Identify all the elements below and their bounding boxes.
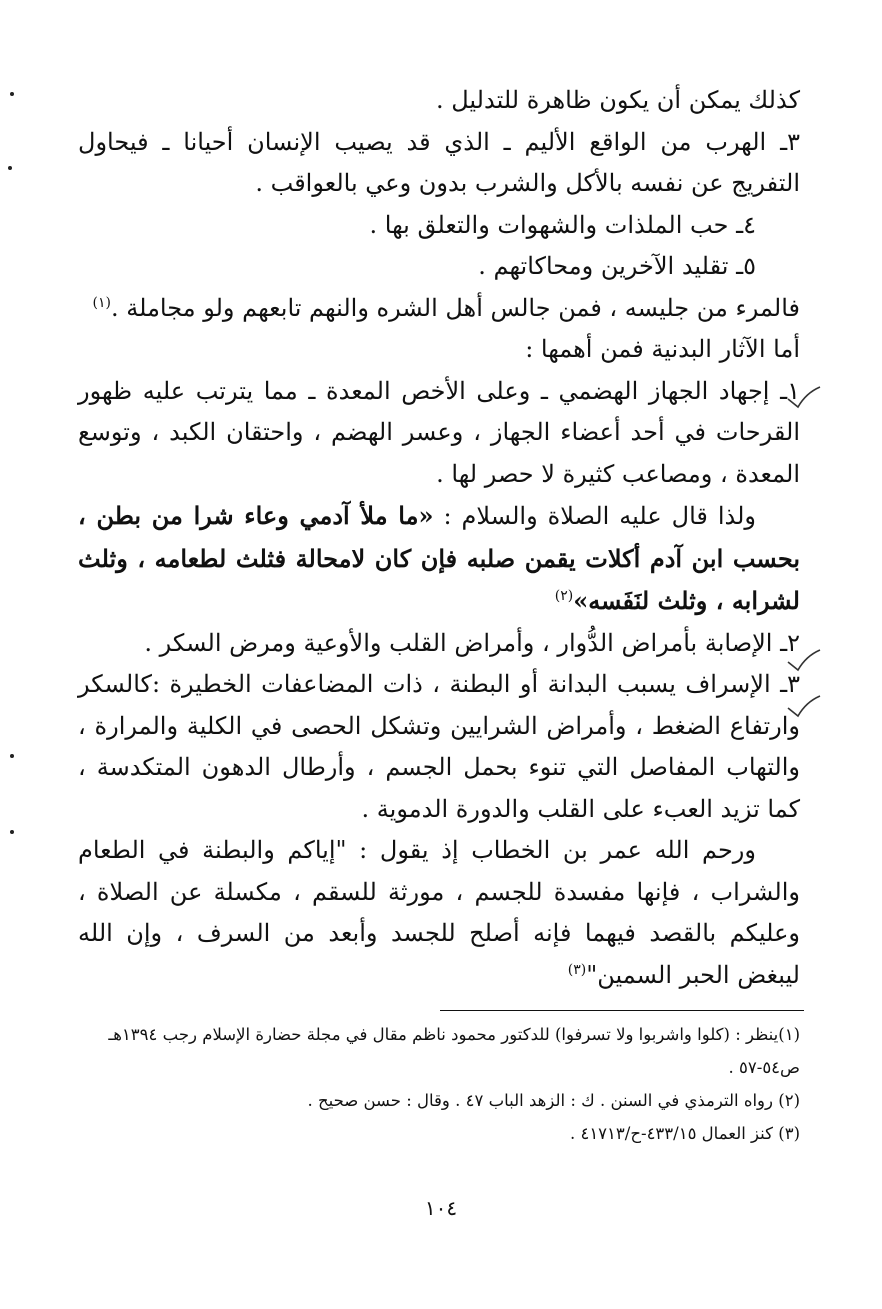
margin-mark — [8, 166, 12, 170]
paragraph-7: ١ـ إجهاد الجهاز الهضمي ـ وعلى الأخص المعدة ـ مما يترتب عليه ظهور القرحات في أحد أعضاء الجهاز ، وعسر الهضم ، واحتقان الكبد ، وتوسع المعدة ، ومصاعب كثيرة لا حصر لها . — [78, 376, 800, 488]
hadith-quote: «ما ملأ آدمي وعاء شرا من بطن ، بحسب ابن آدم أكلات يقمن صلبه فإن كان لامحالة فثلث لطعامه ، وثلث لشرابه ، وثلث لنَفَسه» — [78, 501, 800, 615]
paragraph-4: ٥ـ تقليد الآخرين ومحاكاتهم . — [478, 252, 756, 280]
footnote-ref-3: (٣) — [567, 961, 587, 978]
paragraph-2: ٣ـ الهرب من الواقع الأليم ـ الذي قد يصيب الإنسان أحيانا ـ فيحاول التفريج عن نفسه بالأكل والشرب بدون وعي بالعواقب . — [78, 127, 800, 197]
main-text — [78, 80, 800, 996]
paragraph-11 — [78, 830, 800, 996]
footnote-ref-2: (٢) — [554, 588, 574, 604]
footnote-separator — [440, 1010, 804, 1011]
checkmark-icon — [786, 385, 822, 413]
paragraph-3: ٤ـ حب الملذات والشهوات والتعلق بها . — [369, 210, 756, 239]
footnotes — [80, 1018, 800, 1150]
footnote-3: (٣) كنز العمال ٤٣٣/١٥-ح/٤١٧١٣ . — [569, 1124, 800, 1143]
umar-quote: "إياكم والبطنة في الطعام والشراب ، فإنها مفسدة للجسم ، مورثة للسقم ، مكسلة عن الصلاة ، وعليكم بالقصد فيهما فإنه أصلح للجسد وأبعد من السرف ، وإن الله ليبغض الحبر السمين" — [78, 836, 800, 989]
paragraph-5-text: فالمرء من جليسه ، فمن جالس أهل الشره والنهم تابعهم ولو مجاملة . — [111, 293, 800, 322]
hadith-intro: ولذا قال عليه الصلاة والسلام : — [443, 502, 756, 530]
paragraph-9: ٢ـ الإصابة بأمراض الدُّوار ، وأمراض القلب والأوعية ومرض السكر . — [144, 628, 800, 657]
checkmark-icon — [786, 648, 822, 676]
page-number: ١٠٤ — [424, 1196, 458, 1220]
checkmark-icon — [786, 694, 822, 722]
paragraph-8 — [78, 495, 800, 623]
margin-mark — [10, 830, 14, 834]
paragraph-10: ٣ـ الإسراف يسبب البدانة أو البطنة ، ذات المضاعفات الخطيرة :كالسكر وارتفاع الضغط ، وأمراض الشرايين وتشكل الحصى في الكلية والمرارة ، والتهاب المفاصل التي تنوء بحمل الجسم ، وأرطال الدهون المتكدسة ، كما تزيد العبء على القلب والدورة الدموية . — [78, 670, 800, 823]
margin-mark — [10, 92, 14, 96]
footnote-2: (٢) رواه الترمذي في السنن . ك : الزهد الباب ٤٧ . وقال : حسن صحيح . — [307, 1091, 800, 1110]
margin-mark — [10, 754, 14, 758]
footnote-ref-1: (١) — [92, 294, 111, 311]
umar-intro: ورحم الله عمر بن الخطاب إذ يقول : — [359, 836, 756, 864]
paragraph-6: أما الآثار البدنية فمن أهمها : — [525, 335, 800, 363]
paragraph-1: كذلك يمكن أن يكون ظاهرة للتدليل . — [435, 86, 800, 114]
footnote-1: (١)ينظر : (كلوا واشربوا ولا تسرفوا) للدكتور محمود ناظم مقال في مجلة حضارة الإسلام رجب ١٣٩٤هـ ص٥٤-٥٧ . — [108, 1025, 800, 1077]
paragraph-5 — [78, 288, 800, 330]
